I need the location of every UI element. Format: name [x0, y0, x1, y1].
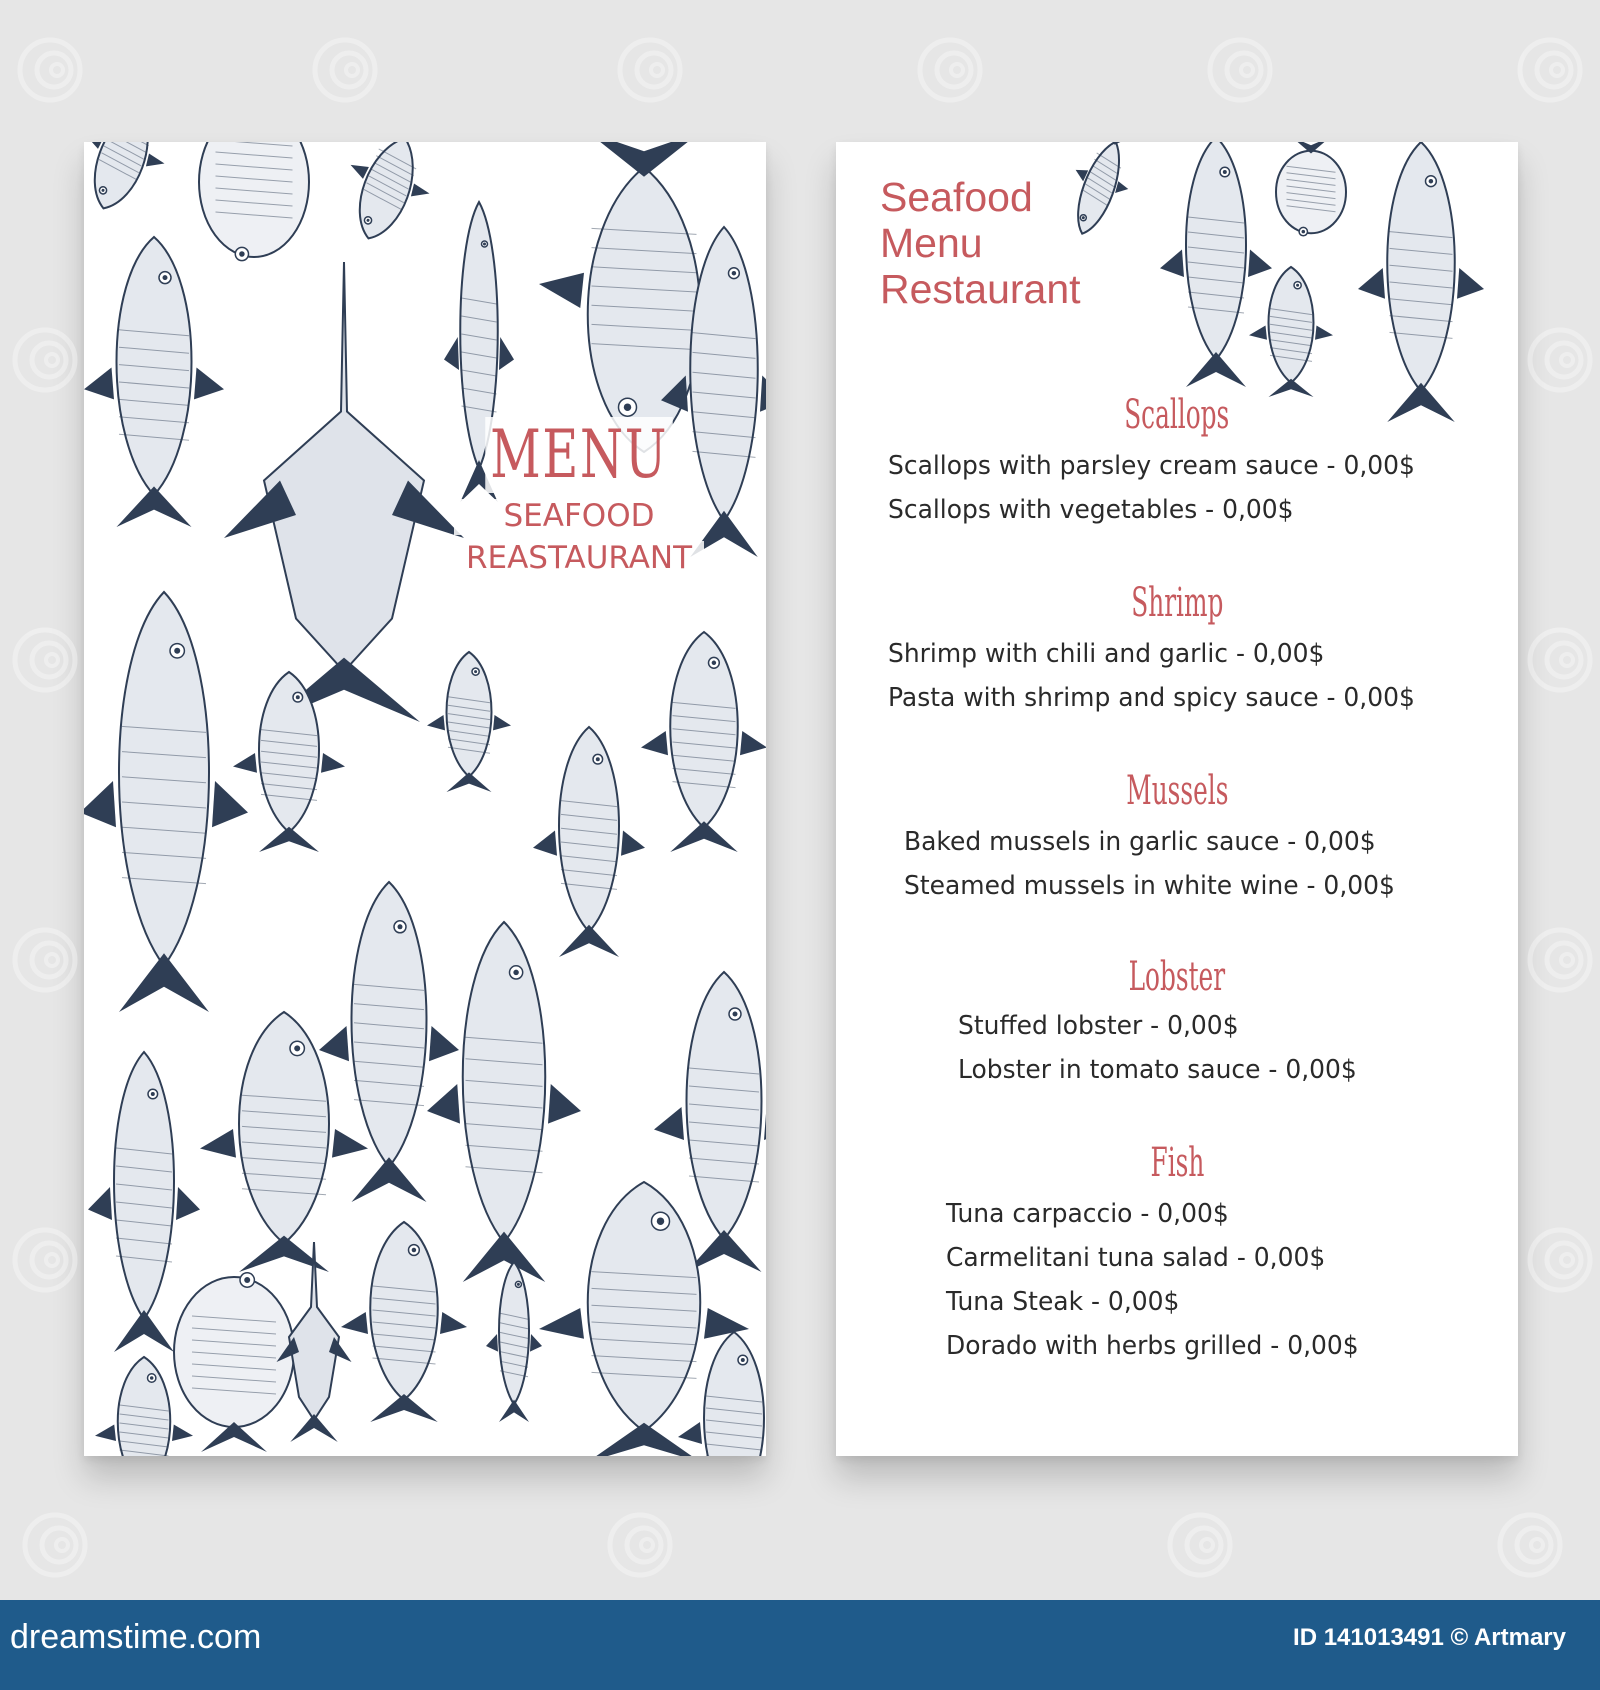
menu-item: Carmelitani tuna salad - 0,00$: [946, 1243, 1326, 1273]
watermark-spiral-icon: [1210, 40, 1270, 100]
menu-item: Lobster in tomato sauce - 0,00$: [958, 1055, 1357, 1085]
section-heading-fish: Fish: [1150, 1140, 1204, 1186]
watermark-spiral-icon: [1520, 40, 1580, 100]
front-menu-title: MENU: [485, 417, 673, 493]
menu-item: Shrimp with chili and garlic - 0,00$: [888, 639, 1325, 669]
menu-item: Pasta with shrimp and spicy sauce - 0,00$: [888, 683, 1415, 713]
menu-item: Steamed mussels in white wine - 0,00$: [904, 871, 1395, 901]
watermark-spiral-icon: [610, 1515, 670, 1575]
watermark-spiral-icon: [25, 1515, 85, 1575]
menu-item: Baked mussels in garlic sauce - 0,00$: [904, 827, 1376, 857]
watermark-spiral-icon: [920, 40, 980, 100]
watermark-spiral-icon: [1530, 1230, 1590, 1290]
menu-item: Tuna Steak - 0,00$: [946, 1287, 1180, 1317]
section-heading-scallops: Scallops: [1124, 392, 1230, 438]
front-subtitle-seafood: SEAFOOD: [454, 499, 704, 535]
menu-item: Stuffed lobster - 0,00$: [958, 1011, 1239, 1041]
footer-credit: ID 141013491 © Artmary: [1293, 1624, 1566, 1651]
front-subtitle-restaurant: REASTAURANT: [454, 541, 704, 577]
back-title-line-3: Restaurant: [880, 266, 1081, 312]
watermark-spiral-icon: [620, 40, 680, 100]
menu-item: Dorado with herbs grilled - 0,00$: [946, 1331, 1359, 1361]
watermark-spiral-icon: [1500, 1515, 1560, 1575]
watermark-spiral-icon: [1530, 930, 1590, 990]
menu-item: Scallops with vegetables - 0,00$: [888, 495, 1294, 525]
menu-item: Tuna carpaccio - 0,00$: [946, 1199, 1229, 1229]
back-title-line-1: Seafood: [880, 174, 1033, 220]
back-title-line-2: Menu: [880, 220, 983, 266]
watermark-spiral-icon: [15, 330, 75, 390]
watermark-spiral-icon: [15, 1230, 75, 1290]
section-heading-shrimp: Shrimp: [1130, 580, 1224, 626]
watermark-spiral-icon: [1530, 630, 1590, 690]
watermark-spiral-icon: [15, 930, 75, 990]
watermark-spiral-icon: [15, 630, 75, 690]
footer-bar: [0, 1600, 1600, 1690]
section-heading-lobster: Lobster: [1128, 954, 1226, 1000]
section-heading-mussels: Mussels: [1125, 768, 1229, 814]
watermark-spiral-icon: [315, 40, 375, 100]
watermark-spiral-icon: [1530, 330, 1590, 390]
watermark-spiral-icon: [20, 40, 80, 100]
footer-brand[interactable]: dreamstime.com: [10, 1618, 262, 1656]
menu-item: Scallops with parsley cream sauce - 0,00$: [888, 451, 1415, 481]
watermark-spiral-icon: [1170, 1515, 1230, 1575]
